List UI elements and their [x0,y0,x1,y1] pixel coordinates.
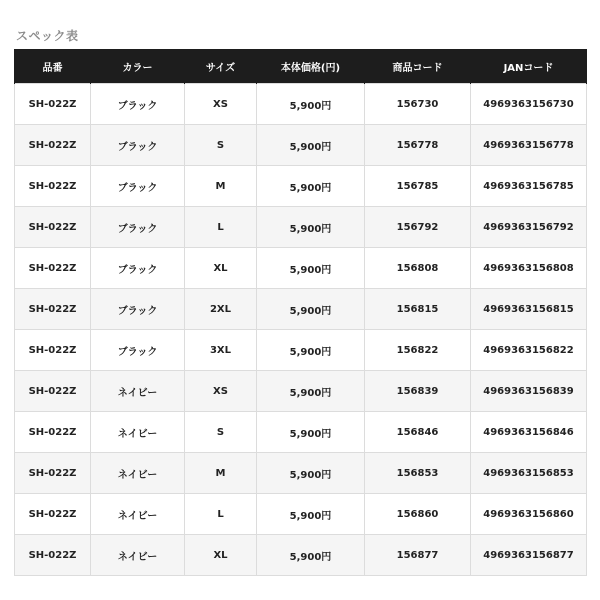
cell-color: ブラック [91,248,185,289]
cell-price: 5,900円 [257,289,365,330]
cell-size: XL [185,535,257,576]
cell-color: ブラック [91,84,185,125]
cell-price: 5,900円 [257,494,365,535]
cell-color: ネイビー [91,535,185,576]
table-row [15,84,587,125]
cell-color: ネイビー [91,494,185,535]
cell-product-code: 156808 [365,248,471,289]
cell-size: M [185,453,257,494]
cell-color: ブラック [91,330,185,371]
cell-size: 3XL [185,330,257,371]
cell-price: 5,900円 [257,453,365,494]
cell-product-code: 156730 [365,84,471,125]
cell-jan-code: 4969363156853 [471,453,587,494]
cell-product-number: SH-022Z [15,84,91,125]
cell-product-number: SH-022Z [15,330,91,371]
cell-size: XS [185,84,257,125]
table-row [15,207,587,248]
cell-size: L [185,494,257,535]
cell-product-number: SH-022Z [15,125,91,166]
cell-size: S [185,412,257,453]
cell-color: ブラック [91,125,185,166]
column-header-price: 本体価格(円) [257,49,365,84]
cell-color: ネイビー [91,371,185,412]
cell-size: S [185,125,257,166]
cell-product-number: SH-022Z [15,535,91,576]
cell-product-code: 156822 [365,330,471,371]
table-row [15,412,587,453]
cell-jan-code: 4969363156877 [471,535,587,576]
cell-size: 2XL [185,289,257,330]
table-row [15,166,587,207]
cell-product-number: SH-022Z [15,289,91,330]
cell-product-number: SH-022Z [15,166,91,207]
cell-size: L [185,207,257,248]
spec-table-header-row [15,49,587,84]
cell-color: ネイビー [91,412,185,453]
table-row [15,494,587,535]
cell-product-code: 156846 [365,412,471,453]
cell-jan-code: 4969363156846 [471,412,587,453]
cell-size: XL [185,248,257,289]
cell-product-number: SH-022Z [15,248,91,289]
cell-jan-code: 4969363156730 [471,84,587,125]
cell-product-number: SH-022Z [15,453,91,494]
cell-product-number: SH-022Z [15,207,91,248]
table-row [15,453,587,494]
spec-table [14,49,587,576]
table-row [15,289,587,330]
cell-jan-code: 4969363156785 [471,166,587,207]
cell-jan-code: 4969363156860 [471,494,587,535]
cell-jan-code: 4969363156792 [471,207,587,248]
cell-product-code: 156877 [365,535,471,576]
cell-product-number: SH-022Z [15,494,91,535]
cell-product-code: 156839 [365,371,471,412]
cell-size: XS [185,371,257,412]
cell-product-code: 156853 [365,453,471,494]
cell-size: M [185,166,257,207]
spec-table-body [15,84,587,576]
cell-product-number: SH-022Z [15,412,91,453]
cell-jan-code: 4969363156815 [471,289,587,330]
cell-price: 5,900円 [257,84,365,125]
cell-product-code: 156785 [365,166,471,207]
cell-price: 5,900円 [257,207,365,248]
cell-price: 5,900円 [257,535,365,576]
cell-price: 5,900円 [257,125,365,166]
cell-product-code: 156792 [365,207,471,248]
table-row [15,125,587,166]
cell-product-code: 156815 [365,289,471,330]
cell-price: 5,900円 [257,166,365,207]
cell-color: ブラック [91,289,185,330]
cell-price: 5,900円 [257,330,365,371]
cell-jan-code: 4969363156778 [471,125,587,166]
column-header-size: サイズ [185,49,257,84]
cell-color: ネイビー [91,453,185,494]
column-header-color: カラー [91,49,185,84]
cell-product-number: SH-022Z [15,371,91,412]
table-row [15,371,587,412]
cell-price: 5,900円 [257,248,365,289]
column-header-product-code: 商品コード [365,49,471,84]
column-header-product-number: 品番 [15,49,91,84]
table-row [15,535,587,576]
cell-color: ブラック [91,166,185,207]
cell-product-code: 156860 [365,494,471,535]
column-header-jan-code: JANコード [471,49,587,84]
table-row [15,330,587,371]
table-row [15,248,587,289]
cell-price: 5,900円 [257,371,365,412]
cell-jan-code: 4969363156808 [471,248,587,289]
cell-color: ブラック [91,207,185,248]
cell-product-code: 156778 [365,125,471,166]
cell-jan-code: 4969363156822 [471,330,587,371]
cell-price: 5,900円 [257,412,365,453]
spec-table-caption: スペック表 [16,29,79,43]
cell-jan-code: 4969363156839 [471,371,587,412]
